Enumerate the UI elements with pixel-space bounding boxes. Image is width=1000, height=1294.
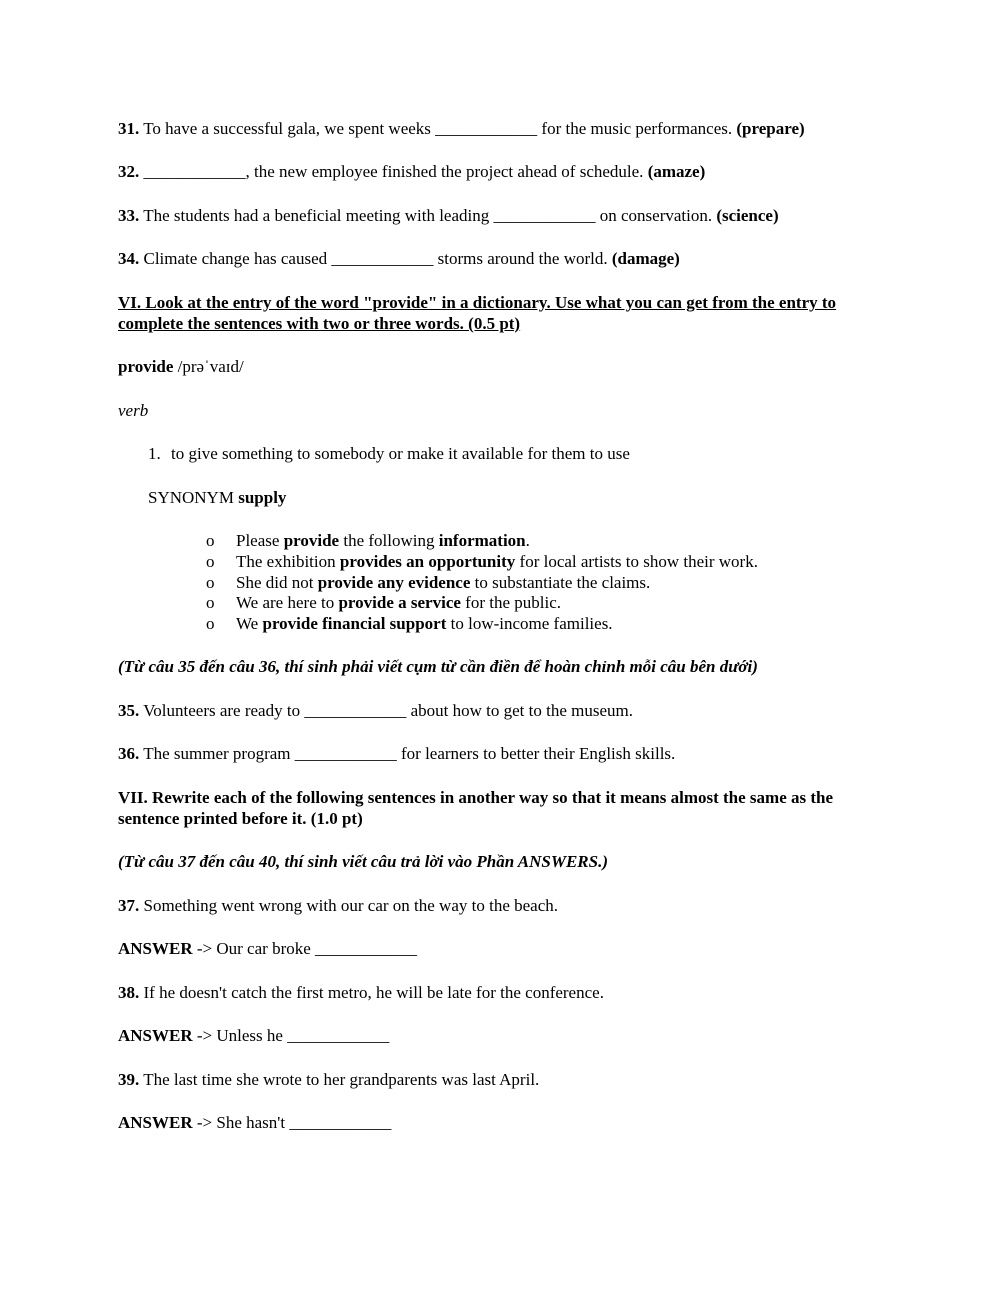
answer-prompt: -> She hasn't [196, 1113, 286, 1132]
instruction-35-36 [118, 656, 758, 677]
question-text: for the music performances. [541, 119, 733, 138]
question-text: If he doesn't catch the first metro, he will be late for the conference. [143, 983, 604, 1002]
answer-prompt: -> Our car broke [196, 939, 311, 958]
answer-39 [118, 1112, 391, 1133]
example-text: We are here to [236, 593, 339, 612]
section-7-heading-line2: sentence printed before it. (1.0 pt) [118, 809, 363, 828]
example-text: for the public. [460, 593, 561, 612]
question-text: Something went wrong with our car on the way to the beach. [143, 896, 559, 915]
example-bold: provides an opportunity [339, 552, 516, 571]
question-33 [118, 205, 779, 226]
example-text: She did not [236, 573, 318, 592]
synonym-label: SYNONYM [148, 488, 234, 507]
example-text: to low-income families. [446, 614, 613, 633]
section-6-heading [118, 292, 836, 313]
question-text: The summer program [143, 744, 291, 763]
word-hint: (amaze) [647, 162, 706, 181]
answer-blank[interactable]: ____________ [294, 744, 397, 763]
answer-blank[interactable]: ____________ [304, 701, 407, 720]
section-7-heading-cont [118, 808, 363, 829]
bullet-icon: o [206, 573, 215, 592]
section-6-heading-line2: complete the sentences with two or three words. (0.5 pt) [118, 314, 521, 333]
answer-blank[interactable]: ____________ [287, 1026, 390, 1045]
answer-blank[interactable]: ____________ [315, 939, 418, 958]
question-text: about how to get to the museum. [410, 701, 633, 720]
answer-blank[interactable]: ____________ [493, 206, 596, 225]
answer-blank[interactable]: ____________ [331, 249, 434, 268]
question-35 [118, 700, 633, 721]
synonym-word: supply [238, 488, 287, 507]
section-7-heading-line1: VII. Rewrite each of the following sentences in another way so that it means almost the same as the [118, 788, 834, 807]
answer-prompt: -> Unless he [196, 1026, 283, 1045]
word-hint: (damage) [611, 249, 680, 268]
question-text: Climate change has caused [143, 249, 328, 268]
question-text: To have a successful gala, we spent weeks [143, 119, 431, 138]
answer-label: ANSWER [118, 1113, 193, 1132]
answer-blank[interactable]: ____________ [143, 162, 246, 181]
question-text: , the new employee finished the project ahead of schedule. [245, 162, 644, 181]
question-38 [118, 982, 604, 1003]
question-number: 32. [118, 162, 140, 181]
bullet-icon: o [206, 531, 215, 550]
example-text: for local artists to show their work. [515, 552, 758, 571]
question-34 [118, 248, 680, 269]
example-bold: provide financial support [262, 614, 447, 633]
headword: provide [118, 357, 174, 376]
pronunciation: /prəˈvaɪd/ [177, 357, 244, 376]
question-32 [118, 161, 705, 182]
question-36 [118, 743, 675, 764]
example-bold: provide a service [338, 593, 461, 612]
question-text: on conservation. [599, 206, 713, 225]
example-text: The exhibition [236, 552, 340, 571]
bullet-icon: o [206, 552, 215, 571]
synonym-line [148, 487, 286, 508]
example-bold: provide [283, 531, 340, 550]
question-text: The students had a beneficial meeting with leading [143, 206, 490, 225]
dictionary-headword [118, 356, 244, 377]
question-number: 36. [118, 744, 140, 763]
question-number: 34. [118, 249, 140, 268]
sense-1 [148, 443, 630, 464]
question-number: 38. [118, 983, 140, 1002]
question-37 [118, 895, 558, 916]
question-text: Volunteers are ready to [143, 701, 301, 720]
section-7-heading [118, 787, 833, 808]
word-hint: (prepare) [736, 119, 805, 138]
question-number: 31. [118, 119, 140, 138]
sense-number: 1. [148, 444, 161, 463]
example-bold: information [438, 531, 526, 550]
answer-blank[interactable]: ____________ [289, 1113, 392, 1132]
question-number: 35. [118, 701, 140, 720]
answer-label: ANSWER [118, 939, 193, 958]
example-text: We [236, 614, 263, 633]
instruction-text: (Từ câu 37 đến câu 40, thí sinh viết câu trả lời vào Phần ANSWERS.) [118, 852, 609, 871]
question-number: 33. [118, 206, 140, 225]
sense-definition: to give something to somebody or make it available for them to use [171, 444, 630, 463]
example-text: Please [236, 531, 284, 550]
answer-38 [118, 1025, 389, 1046]
bullet-icon: o [206, 593, 215, 612]
example-text: . [525, 531, 530, 550]
question-39 [118, 1069, 539, 1090]
question-31 [118, 118, 805, 139]
question-number: 39. [118, 1070, 140, 1089]
instruction-text: (Từ câu 35 đến câu 36, thí sinh phải viết cụm từ cần điền để hoàn chỉnh mỗi câu bên dưới) [118, 657, 758, 676]
example-bold: provide any evidence [317, 573, 471, 592]
example-text: the following [339, 531, 439, 550]
bullet-icon: o [206, 614, 215, 633]
question-text: for learners to better their English skills. [401, 744, 676, 763]
answer-37 [118, 938, 417, 959]
answer-label: ANSWER [118, 1026, 193, 1045]
example-text: to substantiate the claims. [470, 573, 651, 592]
question-text: The last time she wrote to her grandparents was last April. [143, 1070, 540, 1089]
instruction-37-40 [118, 851, 608, 872]
section-6-heading-line1: VI. Look at the entry of the word "provide" in a dictionary. Use what you can get from the entry to [118, 293, 837, 312]
question-number: 37. [118, 896, 140, 915]
question-text: storms around the world. [437, 249, 608, 268]
answer-blank[interactable]: ____________ [435, 119, 538, 138]
part-of-speech: verb [118, 401, 149, 420]
section-6-heading-cont [118, 313, 520, 334]
word-hint: (science) [716, 206, 779, 225]
